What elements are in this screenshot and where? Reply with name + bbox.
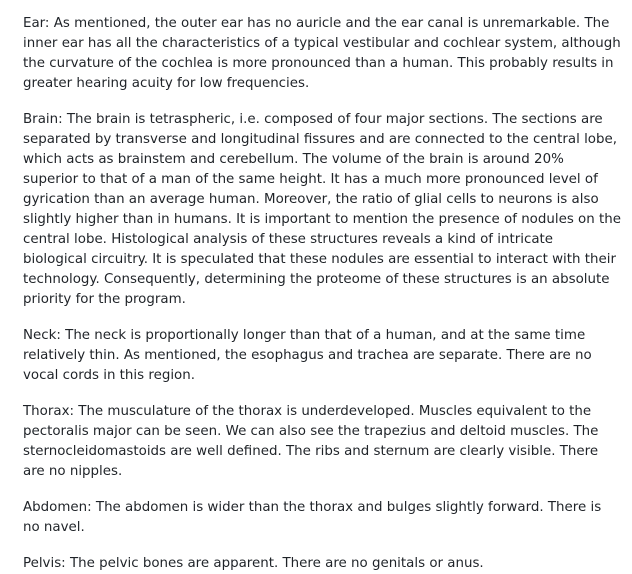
paragraph-brain: Brain: The brain is tetraspheric, i.e. composed of four major sections. The sections are separated by transverse and longitudinal fissures and are connected to the central lobe, which acts as brainstem and cerebellum. The volume of the brain is around 20% superior to that of a man of the same height. It has a much more pronounced level of gyrication than an average human. Moreover, the ratio of glial cells to neurons is also slightly higher than in humans. It is important to mention the presence of nodules on the central lobe. Histological analysis of these structures reveals a kind of intricate biological circuitry. It is speculated that these nodules are essential to interact with their technology. Consequently, determining the proteome of these structures is an absolute priority for the program. <box>23 112 621 307</box>
paragraph-ear: Ear: As mentioned, the outer ear has no auricle and the ear canal is unremarkable. The inner ear has all the characteristics of a typical vestibular and cochlear system, although the curvature of the cochlea is more pronounced than a human. This probably results in greater hearing acuity for low frequencies. <box>23 16 621 91</box>
document-body <box>23 14 621 574</box>
paragraph-thorax: Thorax: The musculature of the thorax is underdeveloped. Muscles equivalent to the pectoralis major can be seen. We can also see the trapezius and deltoid muscles. The sternocleidomastoids are well defined. The ribs and sternum are clearly visible. There are no nipples. <box>23 404 599 479</box>
paragraph-pelvis: Pelvis: The pelvic bones are apparent. There are no genitals or anus. <box>23 556 484 571</box>
paragraph-neck: Neck: The neck is proportionally longer than that of a human, and at the same time relatively thin. As mentioned, the esophagus and trachea are separate. There are no vocal cords in this region. <box>23 328 592 383</box>
paragraph-abdomen: Abdomen: The abdomen is wider than the thorax and bulges slightly forward. There is no navel. <box>23 500 602 535</box>
